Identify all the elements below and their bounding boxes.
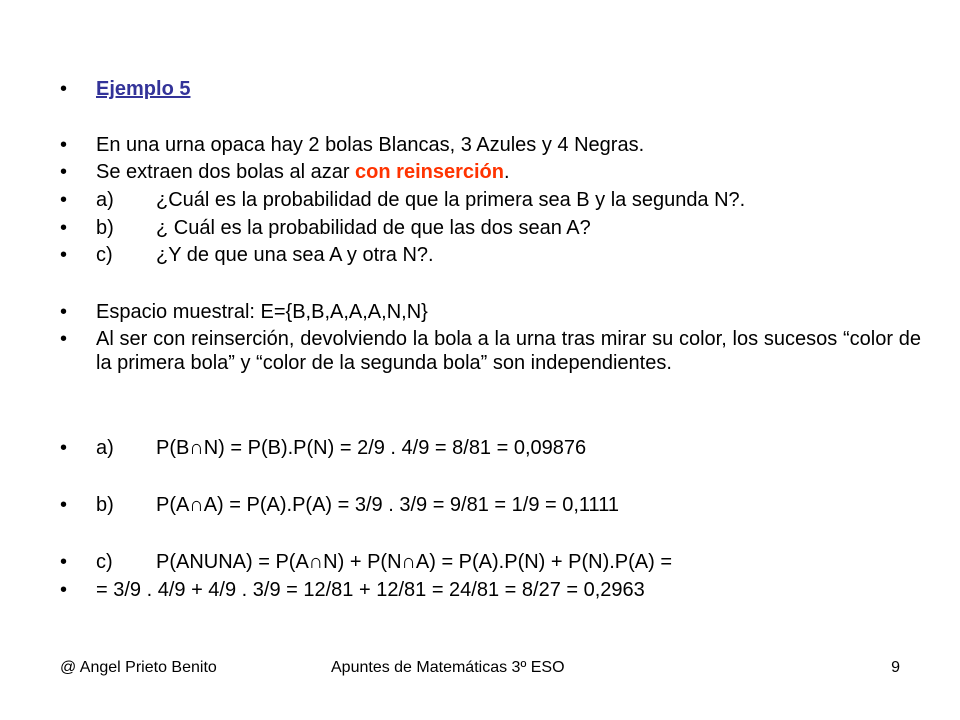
sample-space-text: Espacio muestral: E={B,B,A,A,A,N,N}: [96, 301, 428, 323]
bullet: •: [60, 189, 68, 211]
explanation-text: Al ser con reinserción, devolviendo la bola a la urna tras mirar su color, los sucesos “color de la primera bola” y “color de la segunda bola” son independientes.: [96, 328, 921, 374]
bullet: •: [60, 217, 68, 239]
intro-text-2-pre: Se extraen dos bolas al azar: [96, 161, 356, 183]
question-label: c): [96, 244, 113, 266]
bullet: •: [60, 161, 68, 183]
bullet: •: [60, 551, 68, 573]
answer-label: b): [96, 494, 114, 516]
slide-title: Ejemplo 5: [96, 78, 191, 100]
intro-text-2-post: .: [503, 161, 510, 183]
bullet: •: [60, 494, 68, 516]
bullet: •: [60, 437, 68, 459]
bullet: •: [60, 328, 68, 350]
answer-label: c): [96, 551, 113, 573]
answer-text: P(B∩N) = P(B).P(N) = 2/9 . 4/9 = 8/81 = 0,09876: [156, 437, 587, 459]
question-label: b): [96, 217, 114, 239]
bullet: •: [60, 301, 68, 323]
answer-text: P(ANUNA) = P(A∩N) + P(N∩A) = P(A).P(N) + P(N).P(A) =: [156, 551, 673, 573]
answer-text: P(A∩A) = P(A).P(A) = 3/9 . 3/9 = 9/81 = 1/9 = 0,1111: [156, 494, 619, 516]
footer-author: @ Angel Prieto Benito: [60, 659, 217, 676]
bullet: •: [60, 579, 68, 601]
highlight-reinsertion: con reinserción: [355, 161, 504, 183]
question-text: ¿Y de que una sea A y otra N?.: [156, 244, 434, 266]
question-label: a): [96, 189, 114, 211]
question-text: ¿Cuál es la probabilidad de que la primera sea B y la segunda N?.: [156, 189, 746, 211]
footer-course: Apuntes de Matemáticas 3º ESO: [331, 659, 565, 676]
bullet: •: [60, 78, 68, 100]
continuation-text: = 3/9 . 4/9 + 4/9 . 3/9 = 12/81 + 12/81 = 24/81 = 8/27 = 0,2963: [96, 579, 645, 601]
intro-text-2: [96, 160, 510, 184]
question-text: ¿ Cuál es la probabilidad de que las dos sean A?: [156, 217, 591, 239]
bullet: •: [60, 134, 68, 156]
bullet: •: [60, 244, 68, 266]
page-number: 9: [891, 659, 900, 676]
answer-label: a): [96, 437, 114, 459]
intro-text-1: En una urna opaca hay 2 bolas Blancas, 3 Azules y 4 Negras.: [96, 134, 645, 156]
